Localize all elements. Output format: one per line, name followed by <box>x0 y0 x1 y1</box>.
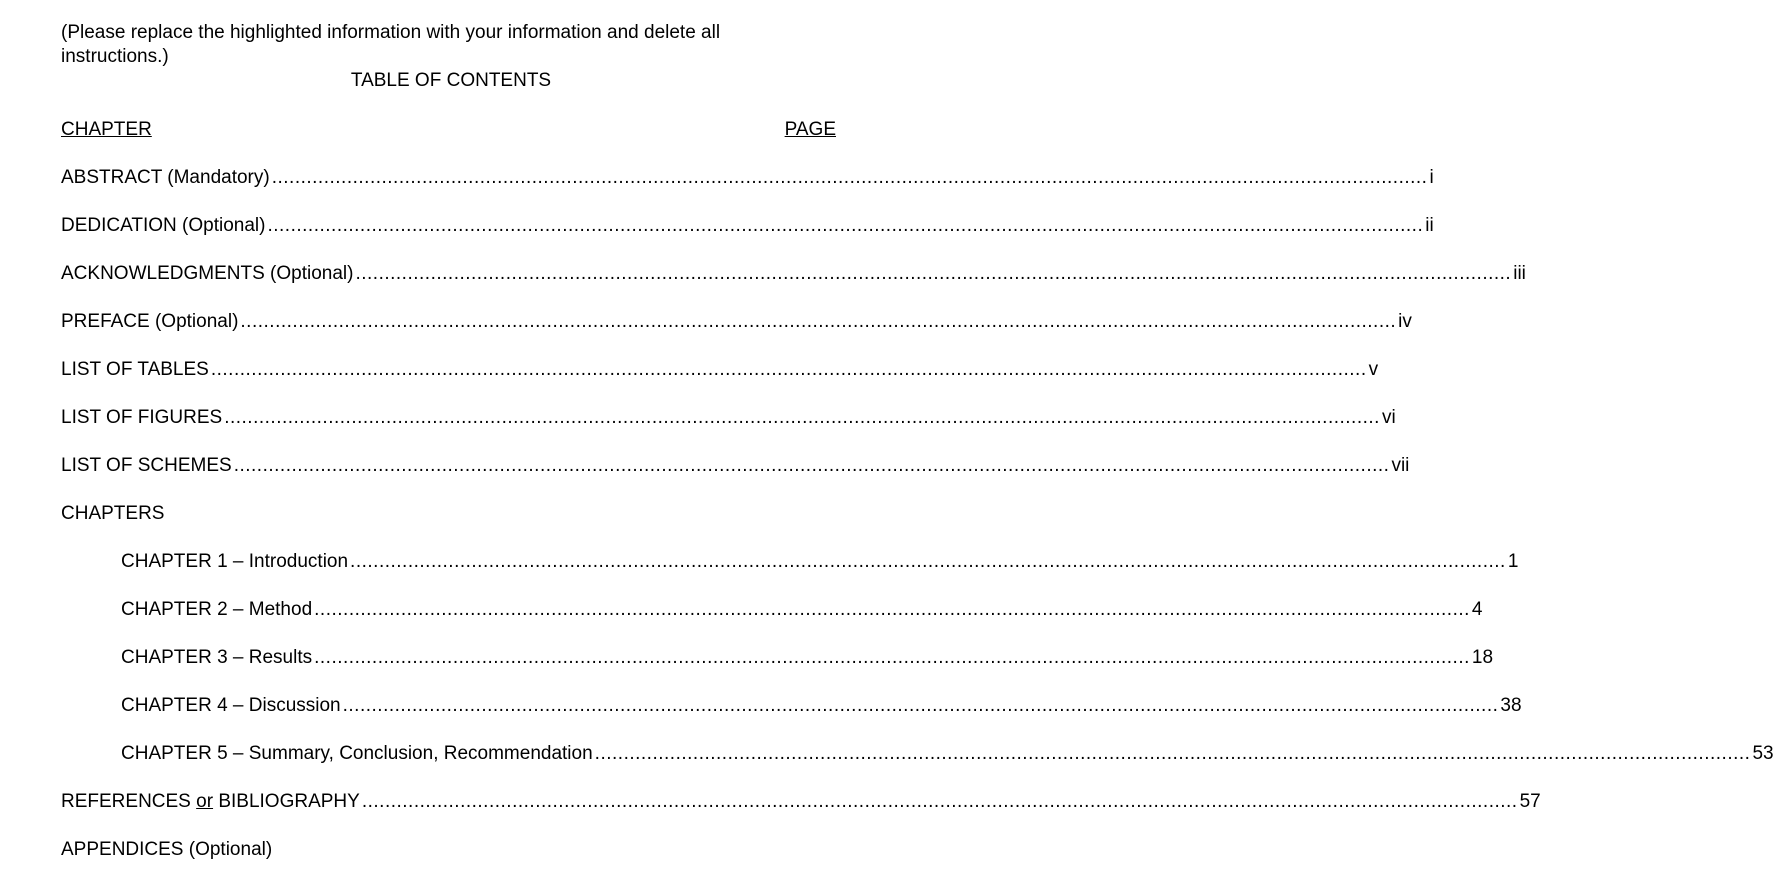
toc-entry-page: iii <box>1513 263 1526 284</box>
dot-leader: ........................................................................................................................................................................................................ <box>314 647 1470 668</box>
chapter-column-header: CHAPTER <box>61 119 152 140</box>
toc-entry-list-of-tables <box>61 358 1379 382</box>
toc-entry-page: vii <box>1391 455 1410 476</box>
dot-leader: ........................................................................................................................................................................................................ <box>240 311 1397 332</box>
toc-entry-list-of-schemes <box>61 454 1410 478</box>
references-label: REFERENCES <box>61 791 197 812</box>
bibliography-label: BIBLIOGRAPHY <box>213 791 360 812</box>
toc-entry-chapter-5 <box>121 742 1774 766</box>
instructions-text: (Please replace the highlighted information with your information and delete all instructions.) <box>61 22 721 67</box>
toc-entry-preface <box>61 310 1412 334</box>
toc-entry-page: 18 <box>1471 647 1494 668</box>
toc-entry-chapter-1 <box>121 550 1519 574</box>
dot-leader: ........................................................................................................................................................................................................ <box>267 215 1424 236</box>
toc-entry-label: CHAPTER 3 – Results <box>121 647 313 668</box>
toc-entry-label: LIST OF TABLES <box>61 359 209 380</box>
toc-entry-label: CHAPTER 4 – Discussion <box>121 695 341 716</box>
dot-leader: ........................................................................................................................................................................................................ <box>350 551 1506 572</box>
toc-entry-page: ii <box>1425 215 1434 236</box>
toc-entry-page: 53 <box>1752 743 1774 764</box>
toc-entry-list-of-figures <box>61 406 1396 430</box>
toc-entry-page: 4 <box>1471 599 1483 620</box>
toc-entry-chapter-2 <box>121 598 1483 622</box>
toc-entry-page: v <box>1368 359 1379 380</box>
toc-entry-appendices <box>61 838 841 862</box>
toc-chapters-heading <box>61 502 841 526</box>
toc-entry-label: DEDICATION (Optional) <box>61 215 266 236</box>
toc-entry-references <box>61 790 1541 814</box>
toc-entry-page: 1 <box>1507 551 1519 572</box>
dot-leader: ........................................................................................................................................................................................................ <box>224 407 1380 428</box>
toc-entry-dedication <box>61 214 1434 238</box>
toc-entry-label: APPENDICES (Optional) <box>61 839 273 860</box>
toc-entry-page: 38 <box>1500 695 1522 716</box>
dot-leader: ........................................................................................................................................................................................................ <box>355 263 1512 284</box>
toc-entry-chapter-4 <box>121 694 1522 718</box>
toc-entry-chapter-3 <box>121 646 1494 670</box>
toc-entry-label: LIST OF FIGURES <box>61 407 223 428</box>
toc-entry-acknowledgments <box>61 262 1526 286</box>
dot-leader: ........................................................................................................................................................................................................ <box>210 359 1367 380</box>
toc-entry-label: LIST OF SCHEMES <box>61 455 232 476</box>
toc-entry-page: 57 <box>1519 791 1541 812</box>
toc-entry-label <box>61 790 360 814</box>
dot-leader: ........................................................................................................................................................................................................ <box>594 743 1751 764</box>
page-title: TABLE OF CONTENTS <box>350 70 552 91</box>
toc-entry-abstract <box>61 166 1434 190</box>
toc-entry-label: ABSTRACT (Mandatory) <box>61 167 270 188</box>
dot-leader: ........................................................................................................................................................................................................ <box>361 791 1518 812</box>
toc-entry-page: i <box>1429 167 1434 188</box>
toc-entry-label: CHAPTERS <box>61 503 165 524</box>
or-label: or <box>196 791 214 812</box>
page-column-header: PAGE <box>784 119 836 140</box>
toc-entry-label: CHAPTER 5 – Summary, Conclusion, Recommendation <box>121 743 593 764</box>
toc-entry-label: CHAPTER 2 – Method <box>121 599 313 620</box>
dot-leader: ........................................................................................................................................................................................................ <box>342 695 1499 716</box>
toc-entry-label: ACKNOWLEDGMENTS (Optional) <box>61 263 354 284</box>
dot-leader: ........................................................................................................................................................................................................ <box>233 455 1390 476</box>
toc-entry-page: iv <box>1398 311 1412 332</box>
dot-leader: ........................................................................................................................................................................................................ <box>314 599 1470 620</box>
toc-entry-label: CHAPTER 1 – Introduction <box>121 551 349 572</box>
toc-entry-page: vi <box>1381 407 1396 428</box>
dot-leader: ........................................................................................................................................................................................................ <box>271 167 1428 188</box>
toc-entry-label: PREFACE (Optional) <box>61 311 239 332</box>
